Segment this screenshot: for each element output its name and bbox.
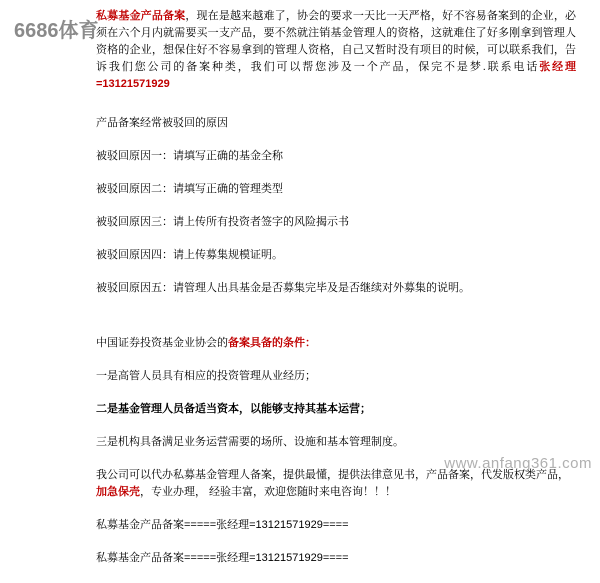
conditions-heading-prefix: 中国证券投资基金业协会的	[96, 337, 228, 349]
intro-body: ，现在是越来越难了，协会的要求一天比一天严格，好不容易备案到的企业，必须在六个月内就需要买一支产品，要不然就注销基金管理人的资格，这就难住了好多刚拿到管理人资格的企业，想保住好不容易拿到的管理人资格，自己又暂时没有项目的时候，可以联系我们，告诉我们您公司的备案种类，我们可以帮您涉及一个产品，保完不是梦.联系电话	[96, 10, 577, 73]
intro-contact: 张经理=13121571929	[96, 61, 576, 90]
reasons-heading: 产品备案经常被驳回的原因	[96, 117, 228, 129]
condition-item-1: 一是高管人员具有相应的投资管理从业经历；	[96, 370, 316, 382]
conditions-heading-highlight: 备案具备的条件：	[228, 337, 316, 349]
reason-item-3: 被驳回原因三：请上传所有投资者签字的风险揭示书	[96, 216, 349, 228]
watermark-site-url: www.anfang361.com	[444, 455, 592, 472]
reason-item-5: 被驳回原因五：请管理人出具基金是否募集完毕及是否继续对外募集的说明。	[96, 282, 470, 294]
condition-item-2: 二是基金管理人员备适当资本，以能够支持其基本运营；	[96, 403, 371, 415]
reason-item-1: 被驳回原因一：请填写正确的基金全称	[96, 150, 283, 162]
services-paragraph	[96, 467, 576, 501]
intro-paragraph	[96, 8, 576, 93]
watermark-brand: 6686体育	[14, 20, 99, 42]
spacer	[96, 313, 576, 335]
reason-item-2: 被驳回原因二：请填写正确的管理类型	[96, 183, 283, 195]
document-content	[96, 8, 576, 583]
condition-item-3: 三是机构具备满足业务运营需要的场所、设施和基本管理制度。	[96, 436, 404, 448]
footer-line-1: 私募基金产品备案=====张经理=13121571929====	[96, 519, 349, 531]
services-highlight: 加急保壳	[96, 486, 140, 498]
conditions-heading	[96, 335, 576, 352]
services-prefix: 我公司可以代办私募基金管理人备案，提供最懂，提供法律意见书，产品备案，代发版权类产品，	[96, 469, 569, 481]
spacer	[96, 103, 576, 115]
intro-title: 私募基金产品备案	[96, 10, 186, 22]
reason-item-4: 被驳回原因四：请上传募集规模证明。	[96, 249, 283, 261]
footer-line-2: 私募基金产品备案=====张经理=13121571929====	[96, 552, 349, 564]
services-suffix: ，专业办理， 经验丰富，欢迎您随时来电咨询！！！	[140, 486, 397, 498]
